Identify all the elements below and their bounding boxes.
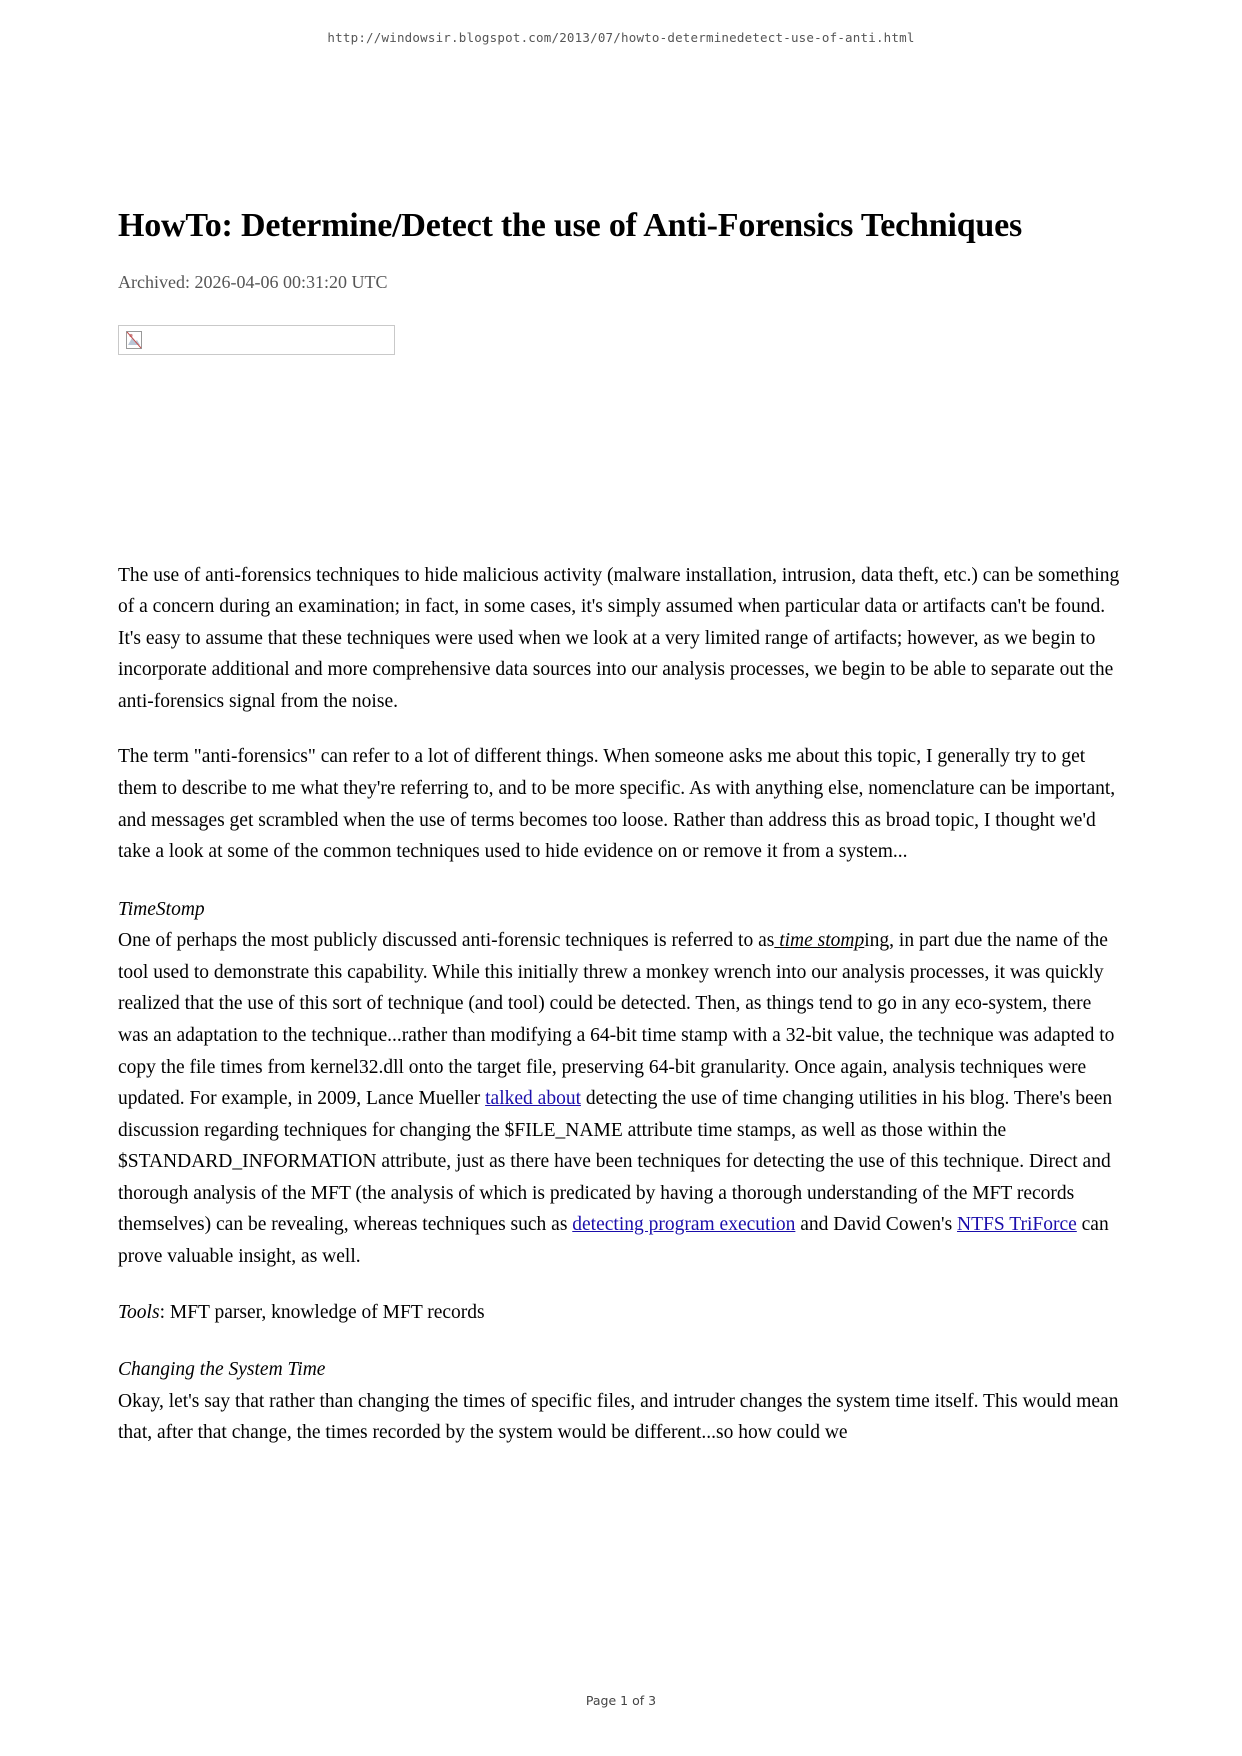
page-footer: Page 1 of 3 bbox=[585, 1693, 657, 1708]
link-detecting-program-execution[interactable]: detecting program execution bbox=[572, 1214, 796, 1236]
heading-changing-system-time: Changing the System Time bbox=[118, 1359, 326, 1381]
paragraph-intro: The use of anti-forensics techniques to hide malicious activity (malware installation, intrusion, data theft, etc.) can be something of a concern during an examination; in fact, in some cases, it's simply assumed when particular data or artifacts can't be found. It's easy to assume that these techniques were used when we look at a very limited range of artifacts; however, as we begin to incorporate additional and more comprehensive data sources into our analysis processes, we begin to be able to separate out the anti-forensics signal from the noise. bbox=[118, 564, 1120, 712]
timestomp-text-a: One of perhaps the most publicly discussed anti-forensic techniques is referred to as bbox=[118, 930, 775, 952]
paragraph-terminology: The term "anti-forensics" can refer to a lot of different things. When someone asks me about this topic, I generally try to get them to describe to me what they're referring to, and to be more specific. As with anything else, nomenclature can be important, and messages get scrambled when the use of terms becomes too loose. Rather than address this as broad topic, I thought we'd take a look at some of the common techniques used to hide evidence on or remove it from a system... bbox=[118, 746, 1116, 863]
paragraph-changing-system-time: Okay, let's say that rather than changing the times of specific files, and intruder changes the system time itself. This would mean that, after that change, the times recorded by the system would be different...so how could we bbox=[118, 1390, 1119, 1444]
paragraph-timestomp bbox=[118, 925, 1124, 1272]
tools-text: : MFT parser, knowledge of MFT records bbox=[159, 1301, 485, 1323]
timestomp-text-c: detecting the use of time changing utilities in his blog. There's been discussion regarding techniques for changing the $FILE_NAME attribute time stamps, as well as those within the $STANDARD_INFORMATION attribute, just as there have been techniques for detecting the use of this technique. Direct and thorough analysis of the MFT (the analysis of which is predicated by having a thorough understanding of the MFT records themselves) can be revealing, whereas techniques such as bbox=[118, 1088, 1113, 1236]
link-ntfs-triforce[interactable]: NTFS TriForce bbox=[957, 1214, 1077, 1236]
source-url: http://windowsir.blogspot.com/2013/07/howto-determinedetect-use-of-anti.html bbox=[327, 30, 915, 45]
timestomp-text-e: can prove valuable insight, as well. bbox=[118, 1214, 1109, 1268]
heading-timestomp: TimeStomp bbox=[118, 898, 205, 920]
timestomp-text-b: ing, in part due the name of the tool used to demonstrate this capability. While this initially threw a monkey wrench into our analysis processes, it was quickly realized that the use of this sort of technique (and tool) could be detected. Then, as things tend to go in any eco-system, there was an adaptation to the technique...rather than modifying a 64-bit time stamp with a 32-bit value, the technique was adapted to copy the file times from kernel32.dll onto the target file, preserving 64-bit granularity. Once again, analysis techniques were updated. For example, in 2009, Lance Mueller bbox=[118, 930, 1115, 1110]
archived-timestamp: Archived: 2026-04-06 00:31:20 UTC bbox=[118, 271, 388, 292]
link-talked-about[interactable]: talked about bbox=[485, 1088, 581, 1110]
layout-spacer bbox=[118, 355, 1124, 560]
document-content bbox=[0, 205, 1242, 1449]
link-time-stomping[interactable]: time stomp bbox=[774, 930, 865, 952]
broken-image-icon bbox=[126, 331, 142, 349]
timestomp-text-d: and David Cowen's bbox=[795, 1214, 958, 1236]
broken-image-placeholder bbox=[118, 325, 395, 355]
page-title: HowTo: Determine/Detect the use of Anti-Forensics Techniques bbox=[118, 207, 1023, 244]
tools-label: Tools bbox=[118, 1301, 160, 1323]
paragraph-tools bbox=[118, 1297, 1124, 1329]
